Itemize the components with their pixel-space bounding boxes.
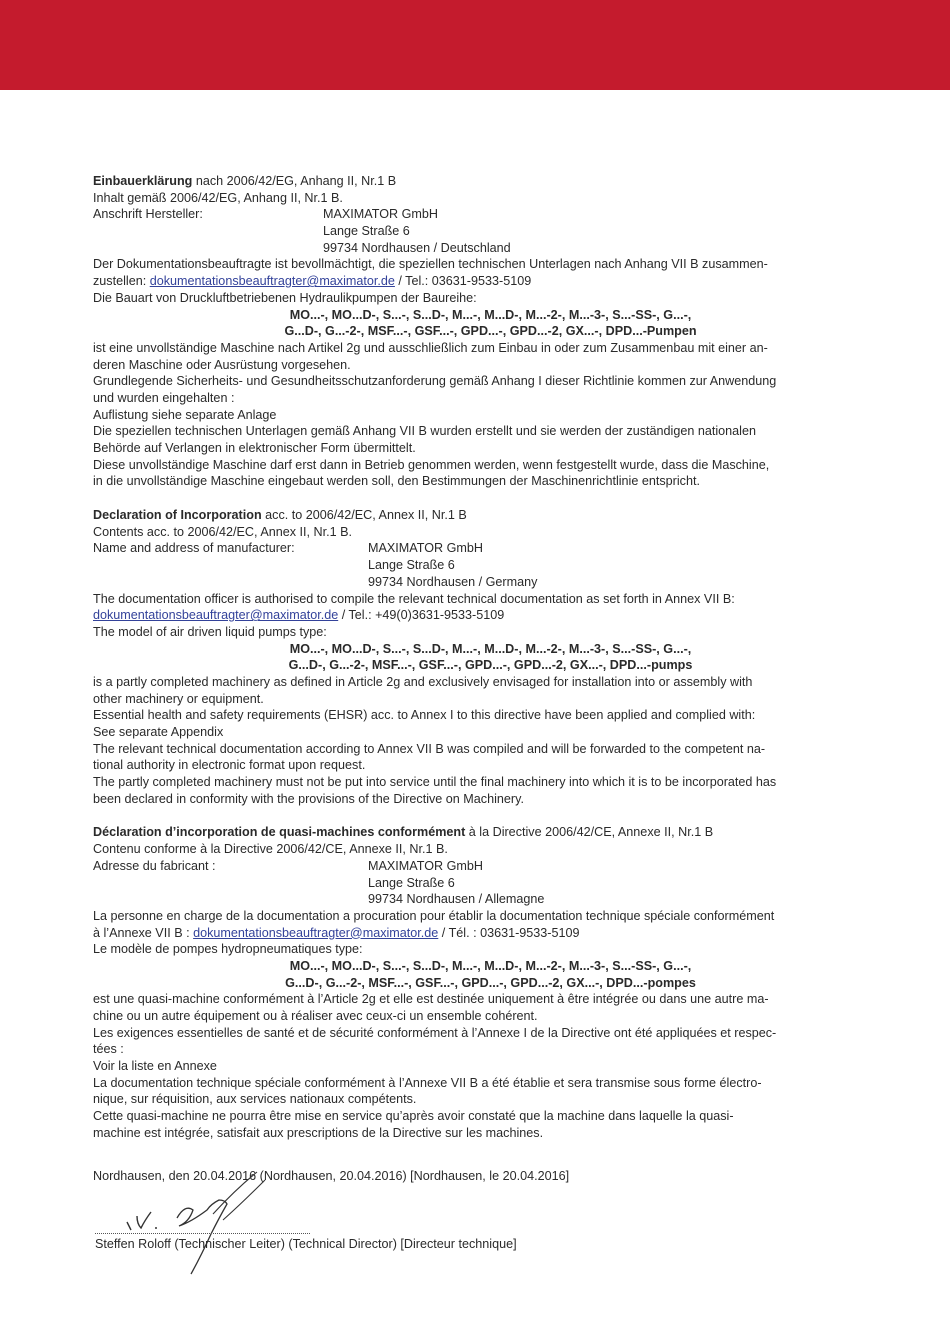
en-model-intro: The model of air driven liquid pumps type: bbox=[93, 624, 327, 639]
de-heading: Einbauerklärung bbox=[93, 174, 193, 188]
de-model-codes-2: G...D-, G...-2-, MSF...-, GSF...-, GPD...-, GPD...-2, GX...-, DPD...-Pumpen bbox=[284, 324, 697, 339]
de-model-intro: Die Bauart von Druckluftbetriebenen Hydraulikpumpen der Baureihe: bbox=[93, 290, 477, 305]
en-para-4a: The relevant technical documentation according to Annex VII B was compiled and will be forwarded to the competent na- bbox=[93, 741, 766, 756]
en-para-1b: other machinery or equipment. bbox=[93, 691, 264, 706]
fr-para-2a: Les exigences essentielles de santé et de sécurité conformément à l’Annexe I de la Directive ont été appliquées et respec- bbox=[93, 1025, 777, 1040]
de-address-line-2: Lange Straße 6 bbox=[323, 224, 410, 239]
en-para-5a: The partly completed machinery must not be put into service until the final machinery into which it is to be incorporated has bbox=[93, 775, 777, 790]
en-email-link[interactable]: dokumentationsbeauftragter@maximator.de bbox=[93, 608, 339, 623]
fr-phone: / Tél. : 03631-9533-5109 bbox=[438, 925, 580, 940]
fr-para-5b: machine est intégrée, satisfait aux prescriptions de la Directive sur les machines. bbox=[93, 1125, 544, 1140]
brand-header-bar bbox=[0, 0, 950, 90]
fr-doc-officer-1: La personne en charge de la documentation a procuration pour établir la documentation technique spéciale conformément bbox=[93, 908, 775, 923]
en-para-2: Essential health and safety requirements (EHSR) acc. to Annex I to this directive have been applied and complied with: bbox=[93, 708, 756, 723]
en-address-label: Name and address of manufacturer: bbox=[93, 541, 295, 556]
fr-para-4b: nique, sur réquisition, aux services nationaux compétents. bbox=[93, 1092, 417, 1107]
de-doc-officer-2: zustellen: bbox=[93, 274, 150, 289]
en-heading-rest: acc. to 2006/42/EC, Annex II, Nr.1 B bbox=[261, 508, 467, 523]
en-contents: Contents acc. to 2006/42/EC, Annex II, Nr.1 B. bbox=[93, 524, 353, 539]
de-email-link[interactable]: dokumentationsbeauftragter@maximator.de bbox=[149, 274, 395, 289]
en-address-line-3: 99734 Nordhausen / Germany bbox=[368, 574, 538, 589]
en-doc-officer-1: The documentation officer is authorised to compile the relevant technical documentation as set forth in Annex VII B: bbox=[93, 591, 735, 606]
fr-email-link[interactable]: dokumentationsbeauftragter@maximator.de bbox=[193, 925, 439, 940]
de-para-5a: Diese unvollständige Maschine darf erst dann in Betrieb genommen werden, wenn festgestellt wurde, dass die Maschine, bbox=[93, 457, 770, 472]
handwritten-signature bbox=[115, 1160, 315, 1280]
de-address-label: Anschrift Hersteller: bbox=[93, 207, 203, 222]
fr-address-line-2: Lange Straße 6 bbox=[368, 875, 455, 890]
en-model-codes-1: MO...-, MO...D-, S...-, S...D-, M...-, M...D-, M...-2-, M...-3-, S...-SS-, G...-, bbox=[289, 641, 692, 656]
signer-name-title: Steffen Roloff (Technischer Leiter) (Technical Director) [Directeur technique] bbox=[95, 1237, 517, 1251]
fr-para-1b: chine ou un autre équipement ou à réaliser avec ceux-ci un ensemble cohérent. bbox=[93, 1009, 538, 1023]
fr-para-5a: Cette quasi-machine ne pourra être mise en service qu’après avoir constaté que la machine dans laquelle la quasi- bbox=[93, 1109, 734, 1124]
fr-para-3: Voir la liste en Annexe bbox=[93, 1059, 217, 1074]
en-para-3: See separate Appendix bbox=[93, 725, 224, 739]
fr-address-line-1: MAXIMATOR GmbH bbox=[368, 858, 483, 873]
section-french bbox=[93, 824, 888, 1141]
de-model-codes-1: MO...-, MO...D-, S...-, S...D-, M...-, M...D-, M...-2-, M...-3-, S...-SS-, G...-, bbox=[289, 307, 692, 322]
fr-heading-rest: à la Directive 2006/42/CE, Annexe II, Nr.1 B bbox=[465, 825, 714, 840]
de-para-3: Auflistung siehe separate Anlage bbox=[93, 407, 277, 422]
section-german bbox=[93, 173, 888, 490]
fr-model-codes-2: G...D-, G...-2-, MSF...-, GSF...-, GPD...-, GPD...-2, GX...-, DPD...-pompes bbox=[285, 975, 696, 990]
en-phone: / Tel.: +49(0)3631-9533-5109 bbox=[338, 608, 505, 623]
de-address-line-3: 99734 Nordhausen / Deutschland bbox=[323, 240, 511, 255]
fr-address-label: Adresse du fabricant : bbox=[93, 858, 216, 873]
de-address-line-1: MAXIMATOR GmbH bbox=[323, 207, 438, 222]
en-para-1a: is a partly completed machinery as defined in Article 2g and exclusively envisaged for installation into or assembly with bbox=[93, 674, 753, 689]
fr-model-intro: Le modèle de pompes hydropneumatiques type: bbox=[93, 942, 363, 957]
en-model-codes-2: G...D-, G...-2-, MSF...-, GSF...-, GPD...-, GPD...-2, GX...-, DPD...-pumps bbox=[288, 658, 693, 673]
de-phone: / Tel.: 03631-9533-5109 bbox=[394, 274, 532, 289]
de-para-4a: Die speziellen technischen Unterlagen gemäß Anhang VII B wurden erstellt und sie werden der zuständigen nationalen bbox=[93, 424, 756, 439]
fr-para-2b: tées : bbox=[93, 1042, 124, 1057]
de-heading-rest: nach 2006/42/EG, Anhang II, Nr.1 B bbox=[192, 174, 397, 188]
de-para-1b: deren Maschine oder Ausrüstung vorgesehen. bbox=[93, 357, 351, 372]
signature-dotted-line bbox=[95, 1233, 310, 1234]
en-para-5b: been declared in conformity with the provisions of the Directive on Machinery. bbox=[93, 791, 524, 806]
de-para-4b: Behörde auf Verlangen in elektronischer Form übermittelt. bbox=[93, 441, 416, 455]
fr-address-line-3: 99734 Nordhausen / Allemagne bbox=[368, 892, 545, 907]
declaration-document bbox=[93, 173, 888, 1142]
de-para-2b: und wurden eingehalten : bbox=[93, 390, 235, 405]
de-doc-officer-1: Der Dokumentationsbeauftragte ist bevollmächtigt, die speziellen technischen Unterlagen nach Anhang VII B zusammen- bbox=[93, 257, 768, 272]
fr-doc-officer-2: à l’Annexe VII B : bbox=[93, 925, 194, 940]
fr-para-1a: est une quasi-machine conformément à l’Article 2g et elle est destinée uniquement à être intégrée ou dans une autre ma- bbox=[93, 992, 769, 1007]
fr-model-codes-1: MO...-, MO...D-, S...-, S...D-, M...-, M...D-, M...-2-, M...-3-, S...-SS-, G...-, bbox=[289, 958, 692, 973]
en-address-line-2: Lange Straße 6 bbox=[368, 558, 455, 573]
en-heading: Declaration of Incorporation bbox=[93, 508, 262, 523]
de-para-2a: Grundlegende Sicherheits- und Gesundheitsschutzanforderung gemäß Anhang I dieser Richtlinie kommen zur Anwendung bbox=[93, 374, 777, 389]
fr-heading: Déclaration d’incorporation de quasi-machines conformément bbox=[93, 825, 466, 840]
place-date: Nordhausen, den 20.04.2016 (Nordhausen, 20.04.2016) [Nordhausen, le 20.04.2016] bbox=[93, 1169, 570, 1183]
de-para-1a: ist eine unvollständige Maschine nach Artikel 2g und ausschließlich zum Einbau in oder zum Zusammenbau mit einer an- bbox=[93, 340, 768, 355]
de-contents: Inhalt gemäß 2006/42/EG, Anhang II, Nr.1 B. bbox=[93, 190, 343, 205]
en-para-4b: tional authority in electronic format upon request. bbox=[93, 758, 366, 773]
fr-contents: Contenu conforme à la Directive 2006/42/CE, Annexe II, Nr.1 B. bbox=[93, 842, 448, 857]
de-para-5b: in die unvollständige Maschine eingebaut werden soll, den Bestimmungen der Maschinenrichtlinie entspricht. bbox=[93, 474, 700, 489]
section-english bbox=[93, 507, 888, 807]
en-address-line-1: MAXIMATOR GmbH bbox=[368, 541, 483, 556]
fr-para-4a: La documentation technique spéciale conformément à l’Annexe VII B a été établie et sera transmise sous forme électro- bbox=[93, 1075, 762, 1090]
